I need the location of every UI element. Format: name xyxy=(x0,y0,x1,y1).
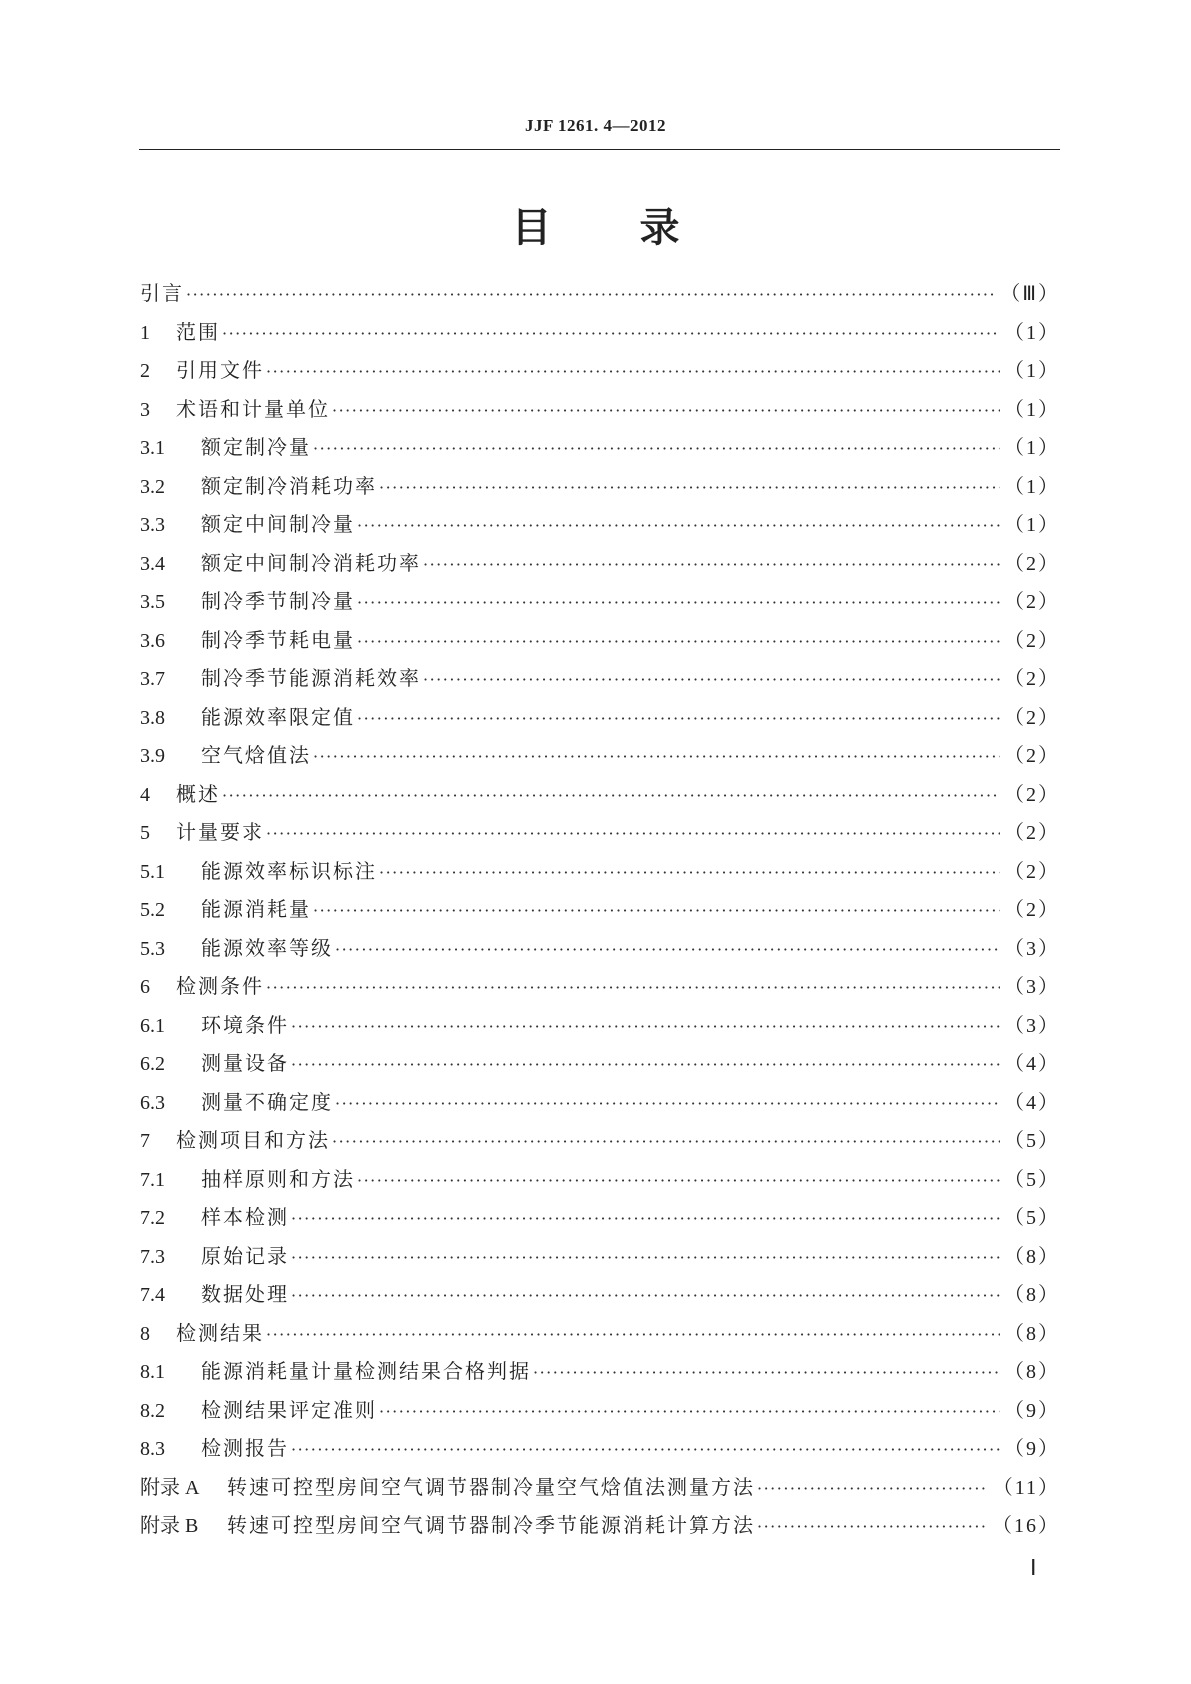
table-of-contents xyxy=(140,277,1060,1548)
page-number: Ⅰ xyxy=(1030,1555,1037,1580)
toc-entry[interactable] xyxy=(140,1509,1060,1548)
toc-entry-number: 8.2 xyxy=(140,1399,165,1422)
dot-leader xyxy=(357,516,1000,535)
toc-entry-page: （1） xyxy=(1004,321,1060,344)
toc-entry-label: 抽样原则和方法 xyxy=(201,1166,355,1191)
dot-leader xyxy=(757,1479,989,1498)
dot-leader xyxy=(335,940,1000,959)
toc-entry-number: 8 xyxy=(140,1322,150,1345)
dot-leader xyxy=(357,632,1000,651)
toc-entry-label: 检测结果评定准则 xyxy=(201,1397,377,1422)
toc-entry-number: 3.8 xyxy=(140,706,165,729)
toc-entry-number: 5.3 xyxy=(140,937,165,960)
dot-leader xyxy=(291,1440,1000,1459)
toc-entry[interactable] xyxy=(140,354,1060,393)
toc-entry-page: （1） xyxy=(1004,437,1060,459)
toc-entry-page: （2） xyxy=(1004,745,1060,767)
toc-entry-label: 引用文件 xyxy=(176,358,264,382)
toc-entry-page: （5） xyxy=(1004,1168,1060,1191)
toc-entry-page: （2） xyxy=(1004,629,1060,652)
dot-leader xyxy=(291,1209,1000,1228)
toc-entry[interactable] xyxy=(140,431,1060,470)
toc-entry[interactable] xyxy=(140,893,1060,932)
toc-entry[interactable] xyxy=(140,701,1060,740)
toc-entry[interactable] xyxy=(140,932,1060,971)
dot-leader xyxy=(335,1094,1000,1113)
toc-entry-page: （1） xyxy=(1004,398,1060,421)
toc-entry-label: 转速可控型房间空气调节器制冷季节能源消耗计算方法 xyxy=(227,1513,755,1537)
toc-entry[interactable] xyxy=(140,1124,1060,1163)
toc-entry-page: （2） xyxy=(1004,860,1060,883)
toc-entry-number: 3.9 xyxy=(140,745,165,767)
document-code-header: JJF 1261. 4—2012 xyxy=(524,116,666,135)
toc-entry-number: 3.5 xyxy=(140,591,165,613)
toc-entry[interactable] xyxy=(140,778,1060,817)
toc-entry-number: 3 xyxy=(140,398,150,421)
toc-entry-number: 6.3 xyxy=(140,1091,165,1114)
toc-entry[interactable] xyxy=(140,585,1060,624)
toc-entry-number: 5.1 xyxy=(140,860,165,883)
toc-entry-number: 7.1 xyxy=(140,1168,165,1191)
toc-entry-page: （1） xyxy=(1004,475,1060,498)
dot-leader xyxy=(222,324,1000,343)
dot-leader xyxy=(379,478,1000,497)
dot-leader xyxy=(357,1171,1000,1190)
toc-entry-label: 引言 xyxy=(140,281,184,305)
toc-entry-label: 制冷季节制冷量 xyxy=(201,589,355,613)
toc-entry-number: 5 xyxy=(140,822,150,844)
toc-entry[interactable] xyxy=(140,855,1060,894)
toc-entry-number: 6 xyxy=(140,976,150,998)
toc-entry-page: （3） xyxy=(1004,976,1060,998)
toc-entry[interactable] xyxy=(140,547,1060,586)
toc-entry-label: 概述 xyxy=(176,781,220,806)
toc-entry-label: 额定制冷量 xyxy=(201,435,311,459)
dot-leader xyxy=(313,747,1000,766)
title-char-2: 录 xyxy=(639,205,680,251)
toc-entry-number: 3.6 xyxy=(140,629,165,652)
toc-entry-page: （8） xyxy=(1004,1322,1060,1345)
dot-leader xyxy=(266,1325,1000,1344)
toc-entry[interactable] xyxy=(140,277,1060,316)
toc-entry-number: 6.1 xyxy=(140,1014,165,1037)
toc-entry[interactable] xyxy=(140,1201,1060,1240)
toc-entry-number: 5.2 xyxy=(140,899,165,921)
toc-entry[interactable] xyxy=(140,1432,1060,1471)
dot-leader xyxy=(332,1132,1000,1151)
dot-leader xyxy=(313,439,1000,458)
toc-entry-label: 数据处理 xyxy=(201,1282,289,1306)
toc-entry-label: 制冷季节能源消耗效率 xyxy=(201,666,421,690)
toc-entry-label: 额定制冷消耗功率 xyxy=(201,473,377,498)
toc-title xyxy=(0,196,1191,253)
toc-entry-number: 8.3 xyxy=(140,1438,165,1460)
toc-entry-label: 能源效率标识标注 xyxy=(201,858,377,883)
toc-entry-number: 7.4 xyxy=(140,1284,165,1306)
toc-entry-page: （2） xyxy=(1004,706,1060,729)
toc-entry-label: 额定中间制冷量 xyxy=(201,512,355,536)
toc-entry-label: 能源效率等级 xyxy=(201,935,333,960)
dot-leader xyxy=(757,1517,988,1536)
toc-entry-label: 术语和计量单位 xyxy=(176,396,330,421)
toc-entry-label: 检测项目和方法 xyxy=(176,1128,330,1152)
toc-entry-page: （3） xyxy=(1004,1014,1060,1037)
toc-entry-page: （16） xyxy=(992,1515,1060,1537)
toc-entry-number: 附录 B xyxy=(140,1515,199,1537)
dot-leader xyxy=(266,362,1000,381)
dot-leader xyxy=(291,1248,1000,1267)
toc-entry-label: 计量要求 xyxy=(176,820,264,844)
toc-entry-page: （1） xyxy=(1004,360,1060,382)
toc-entry[interactable] xyxy=(140,1278,1060,1317)
toc-entry[interactable] xyxy=(140,1355,1060,1394)
toc-entry-label: 空气焓值法 xyxy=(201,743,311,767)
toc-entry-label: 检测报告 xyxy=(201,1436,289,1460)
dot-leader xyxy=(186,285,996,304)
toc-entry[interactable] xyxy=(140,970,1060,1009)
toc-entry-label: 范围 xyxy=(176,319,220,344)
toc-entry[interactable] xyxy=(140,1471,1060,1510)
toc-entry[interactable] xyxy=(140,470,1060,509)
toc-entry-number: 2 xyxy=(140,360,150,382)
toc-entry-page: （4） xyxy=(1004,1091,1060,1114)
toc-entry[interactable] xyxy=(140,662,1060,701)
toc-entry-page: （2） xyxy=(1004,668,1060,690)
dot-leader xyxy=(423,670,1000,689)
toc-entry[interactable] xyxy=(140,508,1060,547)
toc-entry-number: 7.2 xyxy=(140,1207,165,1229)
toc-entry-page: （4） xyxy=(1004,1053,1060,1075)
dot-leader xyxy=(291,1017,1000,1036)
dot-leader xyxy=(357,593,1000,612)
toc-entry-page: （5） xyxy=(1004,1130,1060,1152)
toc-entry-page: （1） xyxy=(1004,514,1060,536)
toc-entry-number: 3.1 xyxy=(140,437,165,459)
toc-entry-label: 原始记录 xyxy=(201,1243,289,1268)
dot-leader xyxy=(533,1363,1000,1382)
toc-entry[interactable] xyxy=(140,1394,1060,1433)
dot-leader xyxy=(222,786,1000,805)
toc-entry-label: 转速可控型房间空气调节器制冷量空气焓值法测量方法 xyxy=(227,1474,755,1499)
toc-entry-page: （Ⅲ） xyxy=(1000,283,1060,305)
toc-entry[interactable] xyxy=(140,624,1060,663)
toc-entry[interactable] xyxy=(140,739,1060,778)
dot-leader xyxy=(291,1286,1000,1305)
toc-entry-page: （5） xyxy=(1004,1207,1060,1229)
toc-entry[interactable] xyxy=(140,1086,1060,1125)
toc-entry[interactable] xyxy=(140,816,1060,855)
toc-entry-number: 1 xyxy=(140,321,150,344)
toc-entry-number: 3.2 xyxy=(140,475,165,498)
toc-entry-page: （2） xyxy=(1004,783,1060,806)
dot-leader xyxy=(357,709,1000,728)
toc-entry-label: 额定中间制冷消耗功率 xyxy=(201,550,421,575)
toc-entry-page: （3） xyxy=(1004,937,1060,960)
toc-entry-label: 能源消耗量 xyxy=(201,897,311,921)
dot-leader xyxy=(266,824,1000,843)
toc-entry-page: （8） xyxy=(1004,1284,1060,1306)
toc-entry-page: （2） xyxy=(1004,822,1060,844)
toc-entry-page: （2） xyxy=(1004,899,1060,921)
toc-entry-label: 能源效率限定值 xyxy=(201,704,355,729)
toc-entry[interactable] xyxy=(140,316,1060,355)
toc-entry-number: 3.3 xyxy=(140,514,165,536)
toc-entry-label: 环境条件 xyxy=(201,1012,289,1037)
toc-entry-page: （2） xyxy=(1004,552,1060,575)
dot-leader xyxy=(332,401,1000,420)
toc-entry-label: 检测条件 xyxy=(176,974,264,998)
toc-entry-page: （2） xyxy=(1004,591,1060,613)
toc-entry-label: 测量设备 xyxy=(201,1051,289,1075)
header-rule xyxy=(139,149,1060,150)
toc-entry-number: 附录 A xyxy=(140,1476,200,1499)
toc-entry-label: 检测结果 xyxy=(176,1320,264,1345)
toc-entry-page: （8） xyxy=(1004,1245,1060,1268)
toc-entry[interactable] xyxy=(140,1047,1060,1086)
toc-entry[interactable] xyxy=(140,1009,1060,1048)
toc-entry-number: 7.3 xyxy=(140,1245,165,1268)
toc-entry-label: 制冷季节耗电量 xyxy=(201,627,355,652)
toc-entry[interactable] xyxy=(140,1163,1060,1202)
toc-entry[interactable] xyxy=(140,1317,1060,1356)
dot-leader xyxy=(379,863,1000,882)
toc-entry-number: 8.1 xyxy=(140,1361,165,1383)
toc-entry-number: 4 xyxy=(140,783,150,806)
toc-entry-number: 3.7 xyxy=(140,668,165,690)
toc-entry-number: 3.4 xyxy=(140,552,165,575)
dot-leader xyxy=(291,1055,1000,1074)
title-char-1: 目 xyxy=(511,205,552,251)
toc-entry[interactable] xyxy=(140,393,1060,432)
toc-entry[interactable] xyxy=(140,1240,1060,1279)
toc-entry-label: 能源消耗量计量检测结果合格判据 xyxy=(201,1359,531,1383)
dot-leader xyxy=(423,555,1000,574)
toc-entry-page: （8） xyxy=(1004,1361,1060,1383)
dot-leader xyxy=(379,1402,1000,1421)
toc-entry-label: 样本检测 xyxy=(201,1205,289,1229)
toc-entry-number: 7 xyxy=(140,1130,150,1152)
dot-leader xyxy=(313,901,1000,920)
dot-leader xyxy=(266,978,1000,997)
toc-entry-page: （9） xyxy=(1004,1438,1060,1460)
toc-entry-page: （9） xyxy=(1004,1399,1060,1422)
toc-entry-label: 测量不确定度 xyxy=(201,1089,333,1114)
toc-entry-page: （11） xyxy=(992,1476,1060,1499)
toc-entry-number: 6.2 xyxy=(140,1053,165,1075)
